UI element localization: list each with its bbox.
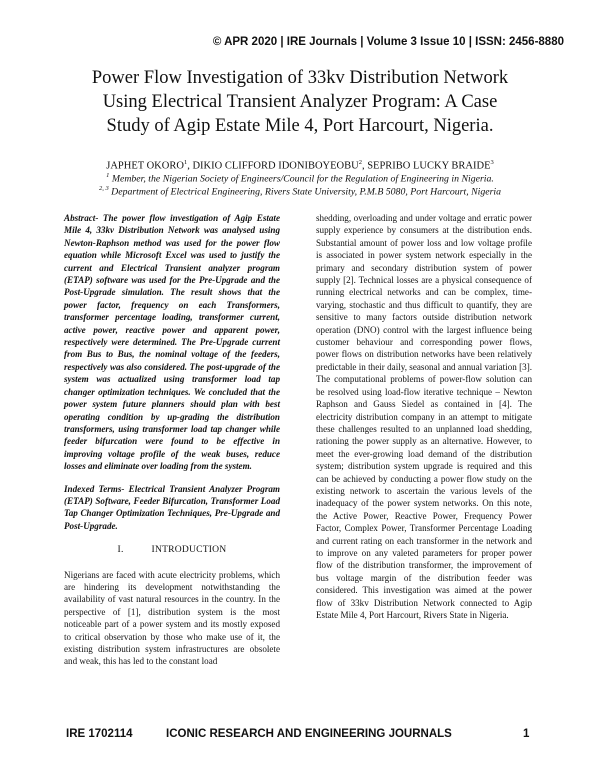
author-sup: 3: [490, 159, 494, 166]
intro-paragraph-right: shedding, overloading and under voltage and erratic power supply experience by consumers at the distribution ends. Substantial amount of power loss and low voltage profile is associated in power system network especially in the primary and secondary distribution system of power supply [2]. Technical losses are a physical consequence of running electrical networks and can be complex, time-varying, stochastic and thus difficult to quantify, they are sensitive to many factors outside distribution network operation (DNO) control with the largest influence being customer behaviour and corresponding power flows, power flows on distribution networks have been relatively predictable in their daily, seasonal and annual variation [3]. The computational problems of power-flow solution can be resolved using load-flow iterative technique – Newton Raphson and Gauss Siedel as contained in [4]. The electricity distribution company in an attempt to mitigate these challenges resulted to an unplanned load shedding, rationing the power supply as an alternative. However, to meet the ever-growing load demand of the distribution system; distribution system upgrade is required and this can be achieved by conducting a power flow study on the existing network to ascertain the various levels of the inadequacy of the power system networks. On this note, the Active Power, Reactive Power, Frequency Power Factor, Complex Power, Transformer Percentage Loading and current rating on each transformer in the network and to improve on any valeted parameters for proper power flow of the distribution transformer, the improvement of bus voltage margin of the distribution feeder was considered. This investigation was aimed at the power flow of 33kv Distribution Network connected to Agip Estate Mile 4, Port Harcourt, Rivers State in Nigeria.: [316, 213, 532, 620]
index-terms: Indexed Terms- Electrical Transient Analyzer Program (ETAP) Software, Feeder Bifurcation, Transformer Load Tap Changer Optimization Techniques, Pre-Upgrade and Post-Upgrade.: [64, 483, 280, 531]
section-number: I.: [117, 544, 124, 556]
title-line: Power Flow Investigation of 33kv Distribution Network: [91, 68, 509, 88]
author-name: DIKIO CLIFFORD IDONIBOYEOBU: [192, 160, 359, 172]
author-name: JAPHET OKORO: [106, 160, 184, 172]
intro-paragraph-left: Nigerians are faced with acute electricity problems, which are hindering its development notwithstanding the availability of vast natural resources in the country. In the perspective of [1], distribution system is the most noticeable part of a power system and its mostly exposed to critical observation by those who make use of it, the existing distribution system infrastructures are obsolete and weak, this has led to the constant load: [64, 569, 280, 667]
affiliation-text: Department of Electrical Engineering, Rivers State University, P.M.B 5080, Port Harcourt, Nigeria: [111, 186, 502, 198]
author-name: SEPRIBO LUCKY BRAIDE: [367, 160, 491, 172]
author-sep: ,: [361, 160, 368, 172]
author-sup: 2: [358, 159, 362, 166]
title-line: Using Electrical Transient Analyzer Program: A Case: [102, 92, 498, 112]
abstract: Abstract- The power flow investigation of Agip Estate Mile 4, 33kv Distribution Network was analysed using Newton-Raphson method was used for the power flow equation while Microsoft Excel was used to justify the current and Electrical Transient analyzer program (ETAP) software was used for the Pre-Upgrade and the Post-Upgrade simulation. The result shows that the power factor, frequency on each Transformers, transformer percentage loading, transformer current, active power, reactive power and apparent power, respectively were determined. The Pre-Upgrade current from Bus to Bus, the nominal voltage of the feeders, respectively was also considered. The post-upgrade of the system was actualized using transformer load tap changer optimization techniques. We concluded that the power system future planners should plan with best operating condition by up-grading the distribution transformers, using transformer load tap changer while feeder bifurcation were found to be effective in improving voltage profile of the weak buses, reduce losses and eliminate over loading from the system.: [64, 213, 280, 472]
author-sup: 1: [183, 159, 188, 166]
section-title: INTRODUCTION: [151, 544, 227, 556]
footer-paper-id: IRE 1702114: [66, 728, 133, 740]
affiliation-sup: 1: [106, 172, 110, 179]
right-column: [316, 212, 532, 631]
affiliation-sup: 2, 3: [98, 185, 109, 192]
footer-page-number: 1: [523, 728, 530, 740]
footer-journal-name: ICONIC RESEARCH AND ENGINEERING JOURNALS: [166, 728, 452, 740]
left-column: [64, 212, 280, 678]
title-line: Study of Agip Estate Mile 4, Port Harcourt, Nigeria.: [106, 116, 494, 136]
journal-header: © APR 2020 | IRE Journals | Volume 3 Issue 10 | ISSN: 2456-8880: [212, 36, 564, 48]
section-heading: [64, 544, 280, 556]
affiliation-2: [40, 183, 560, 198]
paper-title: [40, 66, 560, 138]
affiliation-text: Member, the Nigerian Society of Engineers/Council for the Regulation of Engineering in Nigeria.: [111, 173, 494, 185]
author-sep: ,: [187, 160, 193, 172]
